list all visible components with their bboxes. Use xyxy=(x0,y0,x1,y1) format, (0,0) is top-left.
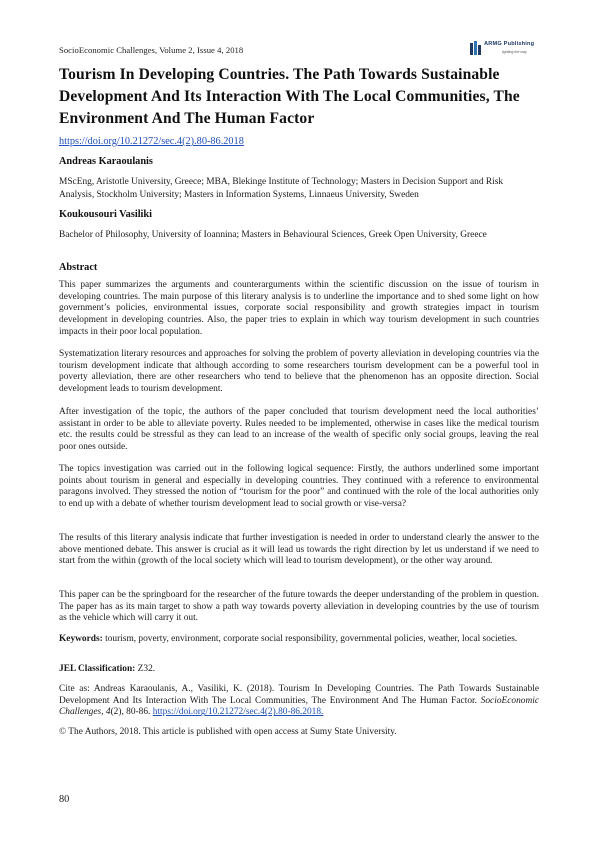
author-affiliation-1: MScEng, Aristotle University, Greece; MBA, Blekinge Institute of Technology; Masters in Decision Support and Risk Analysis, Stockholm University; Masters in Information Systems, Linnaeus University, Sweden xyxy=(59,177,504,201)
abstract-paragraph-2: Systematization literary resources and approaches for solving the problem of poverty alleviation in developing countries via the tourism development indicate that although according to some researchers tourism development can be a powerful tool in poverty alleviation, there are other researchers who tend to believe that the phenomenon has an opposite direction. Social development leads to tourism development. xyxy=(59,349,539,395)
jel-text: Z32. xyxy=(135,664,156,674)
publisher-name: ARMG Publishing xyxy=(484,41,535,47)
publisher-tagline: lighting the way xyxy=(502,50,527,54)
page-number: 80 xyxy=(59,794,70,805)
author-affiliation-2: Bachelor of Philosophy, University of Ioannina; Masters in Behavioural Sciences, Greek Open University, Greece xyxy=(59,230,487,240)
citation-sep: , xyxy=(101,707,106,718)
doi-link[interactable]: https://doi.org/10.21272/sec.4(2).80-86.2018 xyxy=(59,136,244,147)
citation-doi-link[interactable]: https://doi.org/10.21272/sec.4(2).80-86.2018. xyxy=(152,707,324,718)
abstract-paragraph-5: The results of this literary analysis indicate that further investigation is needed in order to understand clearly the answer to the above mentioned debate. This answer is crucial as it will lead us towards the right direction by let us understand if we need to start from the within (growth of the local society which will lead to tourism development), or the other way around. xyxy=(59,533,539,567)
citation-pages: (2), 80-86. xyxy=(110,707,153,718)
license-statement: © The Authors, 2018. This article is published with open access at Sumy State University. xyxy=(59,727,397,737)
jel-label: JEL Classification: xyxy=(59,664,136,674)
publisher-logo-icon xyxy=(470,41,481,55)
abstract-heading: Abstract xyxy=(59,262,98,273)
keywords xyxy=(59,634,539,646)
abstract-paragraph-1: This paper summarizes the arguments and counterarguments within the scientific discussion on the issue of tourism in developing countries. The main purpose of this literary analysis is to underline the importance and to shed some light on how government’s policies, environmental issues, corporate social responsibility and growth strategies impact in tourism development in developing countries. Also, the paper tries to explain in which way tourism development in such countries impacts in their poor local population. xyxy=(59,280,539,337)
journal-reference: SocioEconomic Challenges, Volume 2, Issue 4, 2018 xyxy=(59,45,244,55)
keywords-label: Keywords: xyxy=(59,634,103,644)
author-name-1: Andreas Karaoulanis xyxy=(59,156,153,167)
citation xyxy=(59,684,539,719)
publisher-logo xyxy=(470,40,542,60)
article-title: Tourism In Developing Countries. The Path Towards Sustainable Development And Its Interaction With The Local Communities, The Environment And The Human Factor xyxy=(59,66,520,127)
abstract-paragraph-3: After investigation of the topic, the authors of the paper concluded that tourism development need the local authorities’ assistant in order to be able to alleviate poverty. Rules needed to be implemented, otherwise in cases like the medical tourism etc. the results could be stressful as they can lead to an increase of the wealth of specific only social groups, leaving the real poor ones outside. xyxy=(59,407,539,453)
citation-volume: 4 xyxy=(105,707,111,718)
author-name-2: Koukousouri Vasiliki xyxy=(59,209,153,220)
abstract-paragraph-6: This paper can be the springboard for the researcher of the future towards the deeper understanding of the problem in question. The paper has as its main target to show a path way towards poverty alleviation in developing countries by the use of tourism as the vehicle which will carry it out. xyxy=(59,590,539,624)
jel-classification xyxy=(59,664,539,676)
citation-journal: SocioEconomic Challenges xyxy=(59,695,539,718)
keywords-text: tourism, poverty, environment, corporate social responsibility, governmental policies, weather, local societies. xyxy=(102,634,518,644)
citation-text: Cite as: Andreas Karaoulanis, A., Vasiliki, K. (2018). Tourism In Developing Countries. The Path Towards Sustainable Development And Its Interaction With The Local Communities, The Environment And The Human Factor. xyxy=(59,684,539,706)
abstract-paragraph-4: The topics investigation was carried out in the following logical sequence: Firstly, the authors underlined some important points about tourism in general and especially in developing countries. They continued with a reference to environmental paragons involved. They stressed the notion of “tourism for the poor” and continued with the role of the local authorities only to end up with a debate of whether tourism development lead to social growth or vise-versa? xyxy=(59,464,539,510)
